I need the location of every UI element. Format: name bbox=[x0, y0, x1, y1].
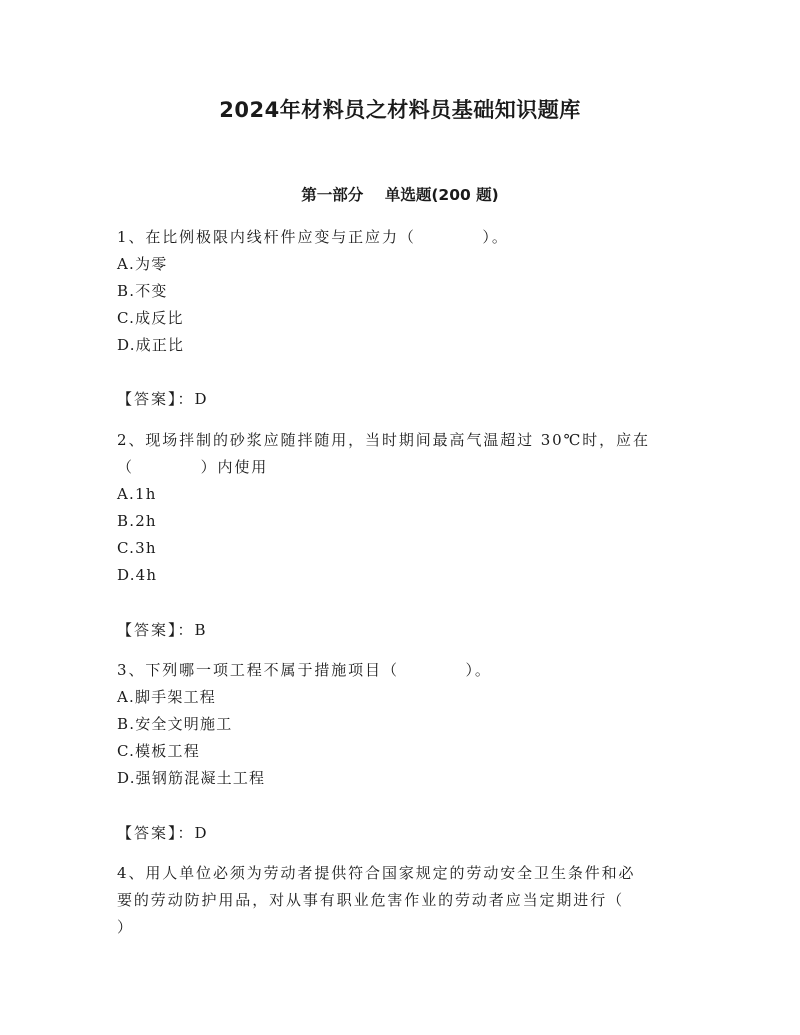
question-3-option-d: D.强钢筋混凝土工程 bbox=[117, 769, 266, 787]
answer-label: 【答案】： bbox=[117, 621, 195, 639]
question-2-option-b: B.2h bbox=[117, 512, 157, 530]
section-title: 第一部分 单选题(200 题) bbox=[301, 186, 499, 204]
answer-value: D bbox=[194, 824, 208, 842]
question-2-text-line-2: （ ）内使用 bbox=[117, 458, 269, 476]
question-3-option-a: A.脚手架工程 bbox=[117, 688, 217, 706]
question-4-text-line-2: 要的劳动防护用品，对从事有职业危害作业的劳动者应当定期进行（ bbox=[117, 891, 625, 909]
question-3-option-c: C.模板工程 bbox=[117, 742, 200, 760]
question-2-answer bbox=[117, 620, 206, 640]
question-2-text-line-1: 2、现场拌制的砂浆应随拌随用，当时期间最高气温超过 30℃时，应在 bbox=[117, 431, 650, 449]
question-2-option-d: D.4h bbox=[117, 566, 158, 584]
answer-value: D bbox=[194, 390, 208, 408]
answer-value: B bbox=[194, 621, 207, 639]
answer-label: 【答案】： bbox=[117, 824, 195, 842]
question-2-option-a: A.1h bbox=[117, 485, 157, 503]
question-2-option-c: C.3h bbox=[117, 539, 157, 557]
answer-label: 【答案】： bbox=[117, 390, 195, 408]
question-3-option-b: B.安全文明施工 bbox=[117, 715, 233, 733]
question-3-text: 3、下列哪一项工程不属于措施项目（ ）。 bbox=[117, 661, 492, 679]
document-title: 2024年材料员之材料员基础知识题库 bbox=[219, 98, 581, 122]
question-1-answer bbox=[117, 389, 207, 409]
question-1-text: 1、在比例极限内线杆件应变与正应力（ ）。 bbox=[117, 228, 509, 246]
question-1-option-d: D.成正比 bbox=[117, 336, 185, 354]
question-4-text-line-3: ） bbox=[117, 918, 134, 936]
question-1-option-a: A.为零 bbox=[117, 255, 168, 273]
question-1-option-c: C.成反比 bbox=[117, 309, 184, 327]
question-4-text-line-1: 4、用人单位必须为劳动者提供符合国家规定的劳动安全卫生条件和必 bbox=[117, 864, 636, 882]
question-3-answer bbox=[117, 823, 207, 843]
question-1-option-b: B.不变 bbox=[117, 282, 168, 300]
